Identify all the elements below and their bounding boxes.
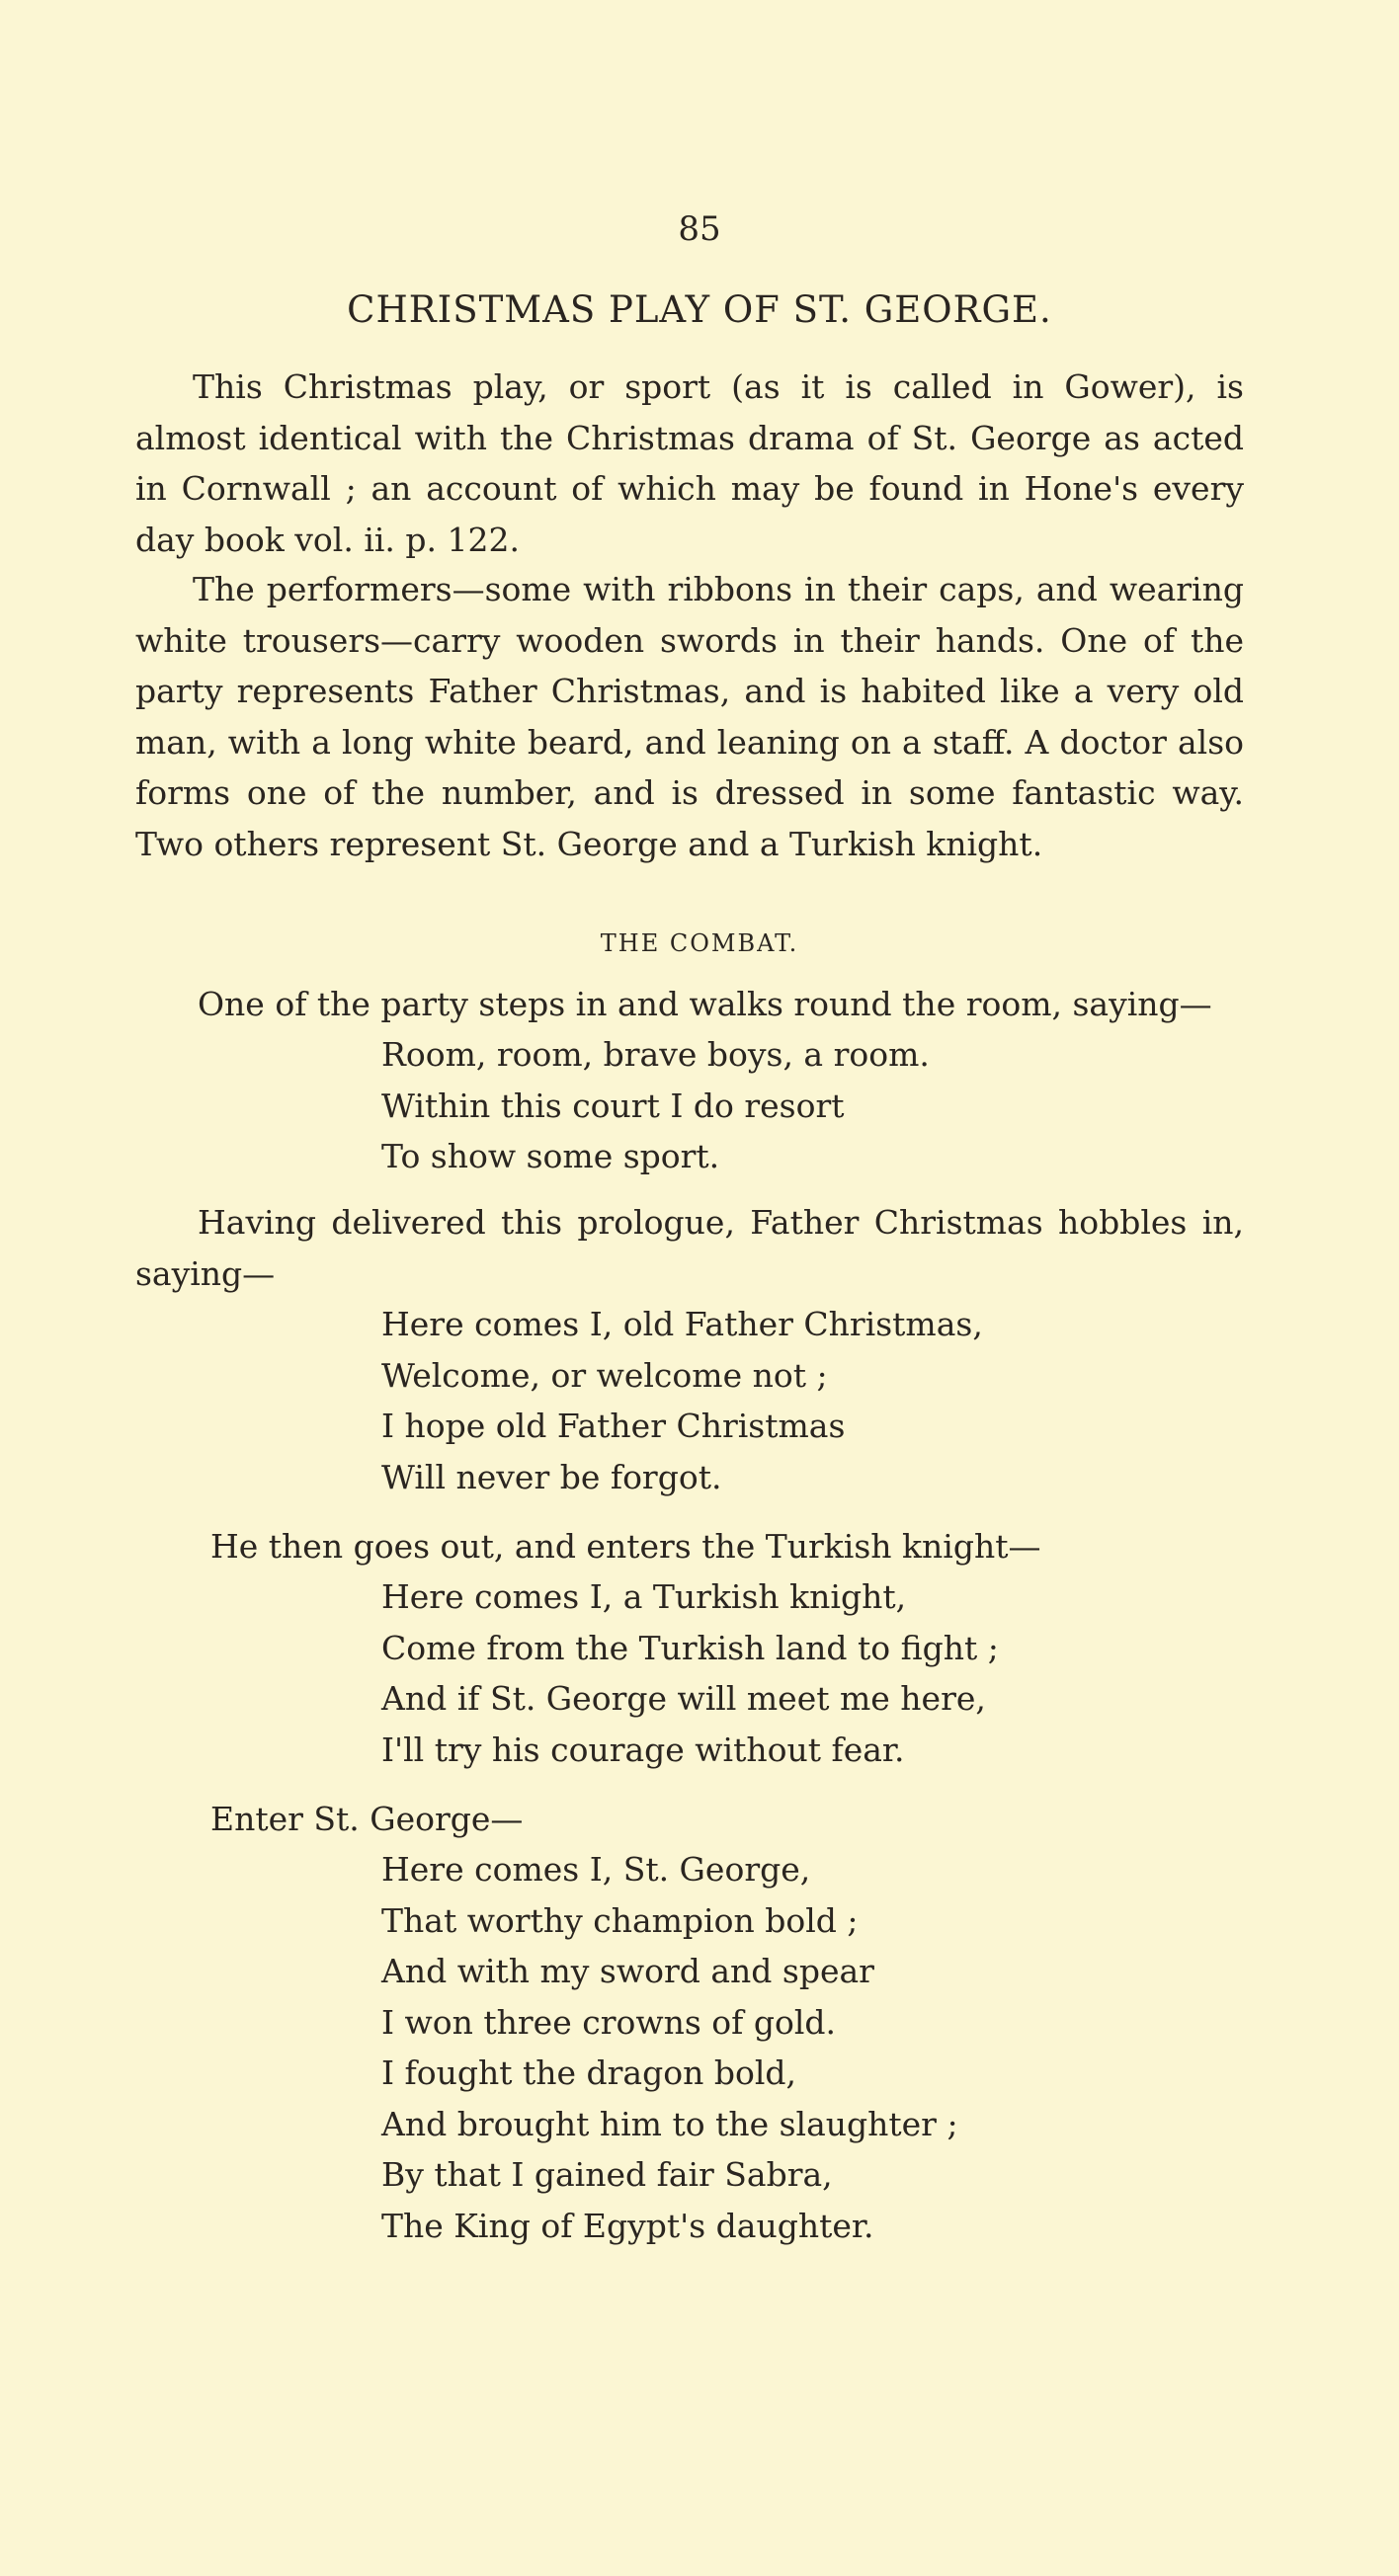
verse-line: To show some sport. (381, 1137, 720, 1175)
intro-paragraph: The performers—some with ribbons in their caps, and wearing white trousers—carry wooden swords in their hands. One of the party represents Father Christmas, and is habited like a very old man, with a long white beard, and leaning on a staff. A doctor also forms one of the number, and is dressed in some fantastic way. Two others represent St. George and a Turkish knight. (135, 570, 1244, 863)
intro-paragraph: This Christmas play, or sport (as it is called in Gower), is almost identical with the Christmas drama of St. George as acted in Cornwall ; an account of which may be found in Hone's every day book vol. ii. p. 122. (135, 367, 1244, 559)
verse-line: Here comes I, a Turkish knight, (381, 1577, 907, 1616)
stage-direction: One of the party steps in and walks round the room, saying— (198, 985, 1212, 1023)
verse-line: That worthy champion bold ; (381, 1900, 859, 1940)
verse-block (381, 1029, 930, 1182)
verse-line: I fought the dragon bold, (381, 2053, 796, 2092)
verse-line: I hope old Father Christmas (381, 1407, 846, 1445)
verse-line: Room, room, brave boys, a room. (381, 1035, 930, 1074)
stage-direction: Having delivered this prologue, Father Christmas hobbles in, saying— (135, 1203, 1244, 1293)
verse-line: By that I gained fair Sabra, (381, 2155, 833, 2194)
verse-line: Here comes I, old Father Christmas, (381, 1305, 983, 1343)
verse-line: Welcome, or welcome not ; (381, 1355, 828, 1395)
page-number: 85 (678, 209, 721, 249)
section-heading: THE COMBAT. (600, 929, 799, 957)
stage-direction: He then goes out, and enters the Turkish knight— (210, 1527, 1041, 1566)
verse-block (381, 1299, 983, 1502)
verse-line: And if St. George will meet me here, (381, 1679, 986, 1718)
verse-line: And with my sword and spear (381, 1952, 874, 1990)
verse-line: Will never be forgot. (381, 1457, 722, 1496)
verse-line: Within this court I do resort (381, 1086, 845, 1125)
verse-line: I'll try his courage without fear. (381, 1730, 905, 1769)
verse-line: And brought him to the slaughter ; (381, 2104, 958, 2143)
verse-line: I won three crowns of gold. (381, 2002, 837, 2042)
verse-block (381, 1844, 958, 2251)
verse-block (381, 1571, 999, 1775)
verse-line: Come from the Turkish land to fight ; (381, 1628, 999, 1667)
stage-direction: Enter St. George— (210, 1800, 524, 1838)
chapter-title: CHRISTMAS PLAY OF ST. GEORGE. (347, 288, 1052, 331)
verse-line: The King of Egypt's daughter. (381, 2206, 874, 2245)
verse-line: Here comes I, St. George, (381, 1850, 811, 1889)
